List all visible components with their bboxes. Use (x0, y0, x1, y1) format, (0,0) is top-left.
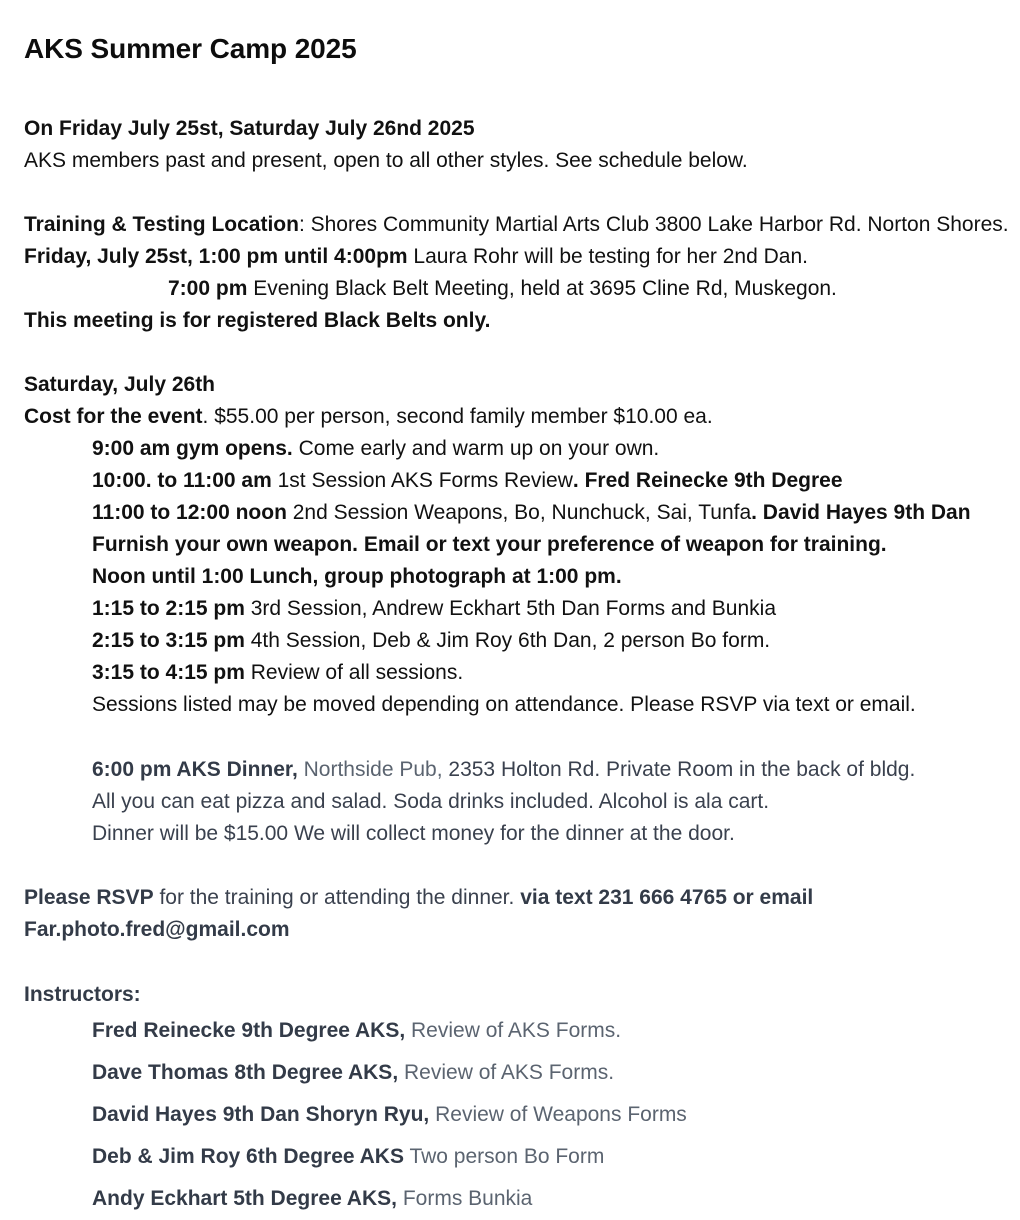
rsvp-block (24, 882, 1004, 946)
rsvp-text: for the training or attending the dinner. (159, 886, 515, 909)
instructor-role: Forms Bunkia (402, 1187, 533, 1210)
schedule-detail: 2nd Session Weapons, Bo, Nunchuck, Sai, Tunfa (292, 501, 752, 524)
instructor-role: Review of Weapons Forms (435, 1103, 687, 1126)
rsvp-line (24, 882, 1004, 914)
instructor-role: Review of AKS Forms. (404, 1061, 615, 1084)
friday-line (24, 241, 1004, 273)
rsvp-email[interactable]: Far.photo.fred@gmail.com (24, 918, 290, 941)
rsvp-label: Please RSVP (24, 886, 154, 909)
schedule-time: 10:00 (92, 469, 146, 492)
schedule-detail: Review of all sessions. (250, 661, 464, 684)
friday-text: Laura Rohr will be testing for her 2nd Dan. (413, 245, 808, 268)
instructor-role: Two person Bo Form (409, 1145, 605, 1168)
instructors-list (24, 1010, 1004, 1220)
list-item (24, 1178, 1004, 1220)
dinner-line (24, 754, 1004, 786)
schedule-item-lunch (24, 561, 1004, 593)
schedule-detail: 1st Session AKS Forms Review (277, 469, 573, 492)
schedule-item-review (24, 657, 1004, 689)
list-item (24, 1010, 1004, 1052)
schedule-detail: 3rd Session, Andrew Eckhart 5th Dan Forms and Bunkia (250, 597, 777, 620)
dates-subtitle: AKS members past and present, open to all other styles. See schedule below. (24, 149, 748, 172)
lunch-text: Noon until 1:00 Lunch, group photograph at 1:00 pm. (92, 565, 622, 588)
evening-label: 7:00 pm (168, 277, 248, 300)
schedule-item-weapon-note (24, 529, 1004, 561)
evening-text: Evening Black Belt Meeting, held at 3695 Cline Rd, Muskegon. (253, 277, 837, 300)
schedule-time: 3:15 to 4:15 pm (92, 661, 245, 684)
schedule-item-session3 (24, 593, 1004, 625)
instructor-name: Fred Reinecke 9th Degree AKS, (92, 1019, 406, 1042)
schedule-time: 2:15 to 3:15 pm (92, 629, 245, 652)
saturday-heading-text: Saturday, July 26th (24, 373, 216, 396)
instructor-name: David Hayes 9th Dan Shoryn Ryu, (92, 1103, 430, 1126)
weapon-note-text: Furnish your own weapon. Email or text your preference of weapon for training. (92, 533, 887, 556)
schedule-time: 1:15 to 2:15 pm (92, 597, 245, 620)
instructors-heading-block (24, 979, 1004, 1011)
schedule-detail: Come early and warm up on your own. (298, 437, 660, 460)
instructor-name: Andy Eckhart 5th Degree AKS, (92, 1187, 397, 1210)
dinner-venue: Northside Pub, (303, 758, 443, 781)
dates-block (24, 113, 1004, 177)
saturday-block (24, 369, 1004, 721)
meeting-note-text: This meeting is for registered Black Belts only. (24, 309, 491, 332)
dates-heading-text: On Friday July 25st, Saturday July 26nd 2025 (24, 117, 475, 140)
instructor-name: Deb & Jim Roy 6th Degree AKS (92, 1145, 404, 1168)
schedule-time: 9:00 am gym opens. (92, 437, 293, 460)
location-address: : Shores Community Martial Arts Club 3800 Lake Harbor Rd. Norton Shores. (298, 213, 1009, 236)
dinner-label: 6:00 pm AKS Dinner, (92, 758, 298, 781)
dinner-block (24, 754, 1004, 850)
schedule-note: Sessions listed may be moved depending on attendance. Please RSVP via text or email. (92, 693, 916, 716)
schedule-item-session2 (24, 497, 1004, 529)
schedule-time-suffix: . to 11:00 am (145, 469, 272, 492)
dinner-price-line: Dinner will be $15.00 We will collect money for the dinner at the door. (92, 822, 735, 845)
rsvp-contact: via text 231 666 4765 or email (520, 886, 814, 909)
page-title: AKS Summer Camp 2025 (24, 33, 357, 64)
schedule-item-session1 (24, 465, 1004, 497)
dinner-address: 2353 Holton Rd. Private Room in the back of bldg. (448, 758, 916, 781)
evening-meeting-line (24, 273, 1004, 305)
location-label: Training & Testing Location (24, 213, 299, 236)
location-block (24, 209, 1009, 337)
schedule-time: 11:00 to 12:00 noon (92, 501, 287, 524)
instructors-heading (24, 979, 1004, 1011)
instructor-name: Dave Thomas 8th Degree AKS, (92, 1061, 399, 1084)
instructors-heading-text: Instructors: (24, 983, 141, 1006)
schedule-item-session4 (24, 625, 1004, 657)
schedule-instructor: . Fred Reinecke 9th Degree (572, 469, 843, 492)
friday-label: Friday, July 25st, 1:00 pm until 4:00pm (24, 245, 408, 268)
dates-heading (24, 113, 1004, 145)
cost-text: . $55.00 per person, second family member $10.00 ea. (202, 405, 713, 428)
location-line (24, 209, 1009, 241)
list-item (24, 1136, 1004, 1178)
instructor-role: Review of AKS Forms. (411, 1019, 622, 1042)
schedule-detail: 4th Session, Deb & Jim Roy 6th Dan, 2 person Bo form. (250, 629, 771, 652)
cost-label: Cost for the event (24, 405, 203, 428)
rsvp-email-line (24, 914, 1004, 946)
schedule-item-gym (24, 433, 1004, 465)
list-item (24, 1052, 1004, 1094)
list-item (24, 1094, 1004, 1136)
schedule-instructor: . David Hayes 9th Dan (751, 501, 971, 524)
meeting-note (24, 305, 1004, 337)
cost-line (24, 401, 1004, 433)
saturday-heading (24, 369, 1004, 401)
dinner-food-line: All you can eat pizza and salad. Soda drinks included. Alcohol is ala cart. (92, 790, 770, 813)
